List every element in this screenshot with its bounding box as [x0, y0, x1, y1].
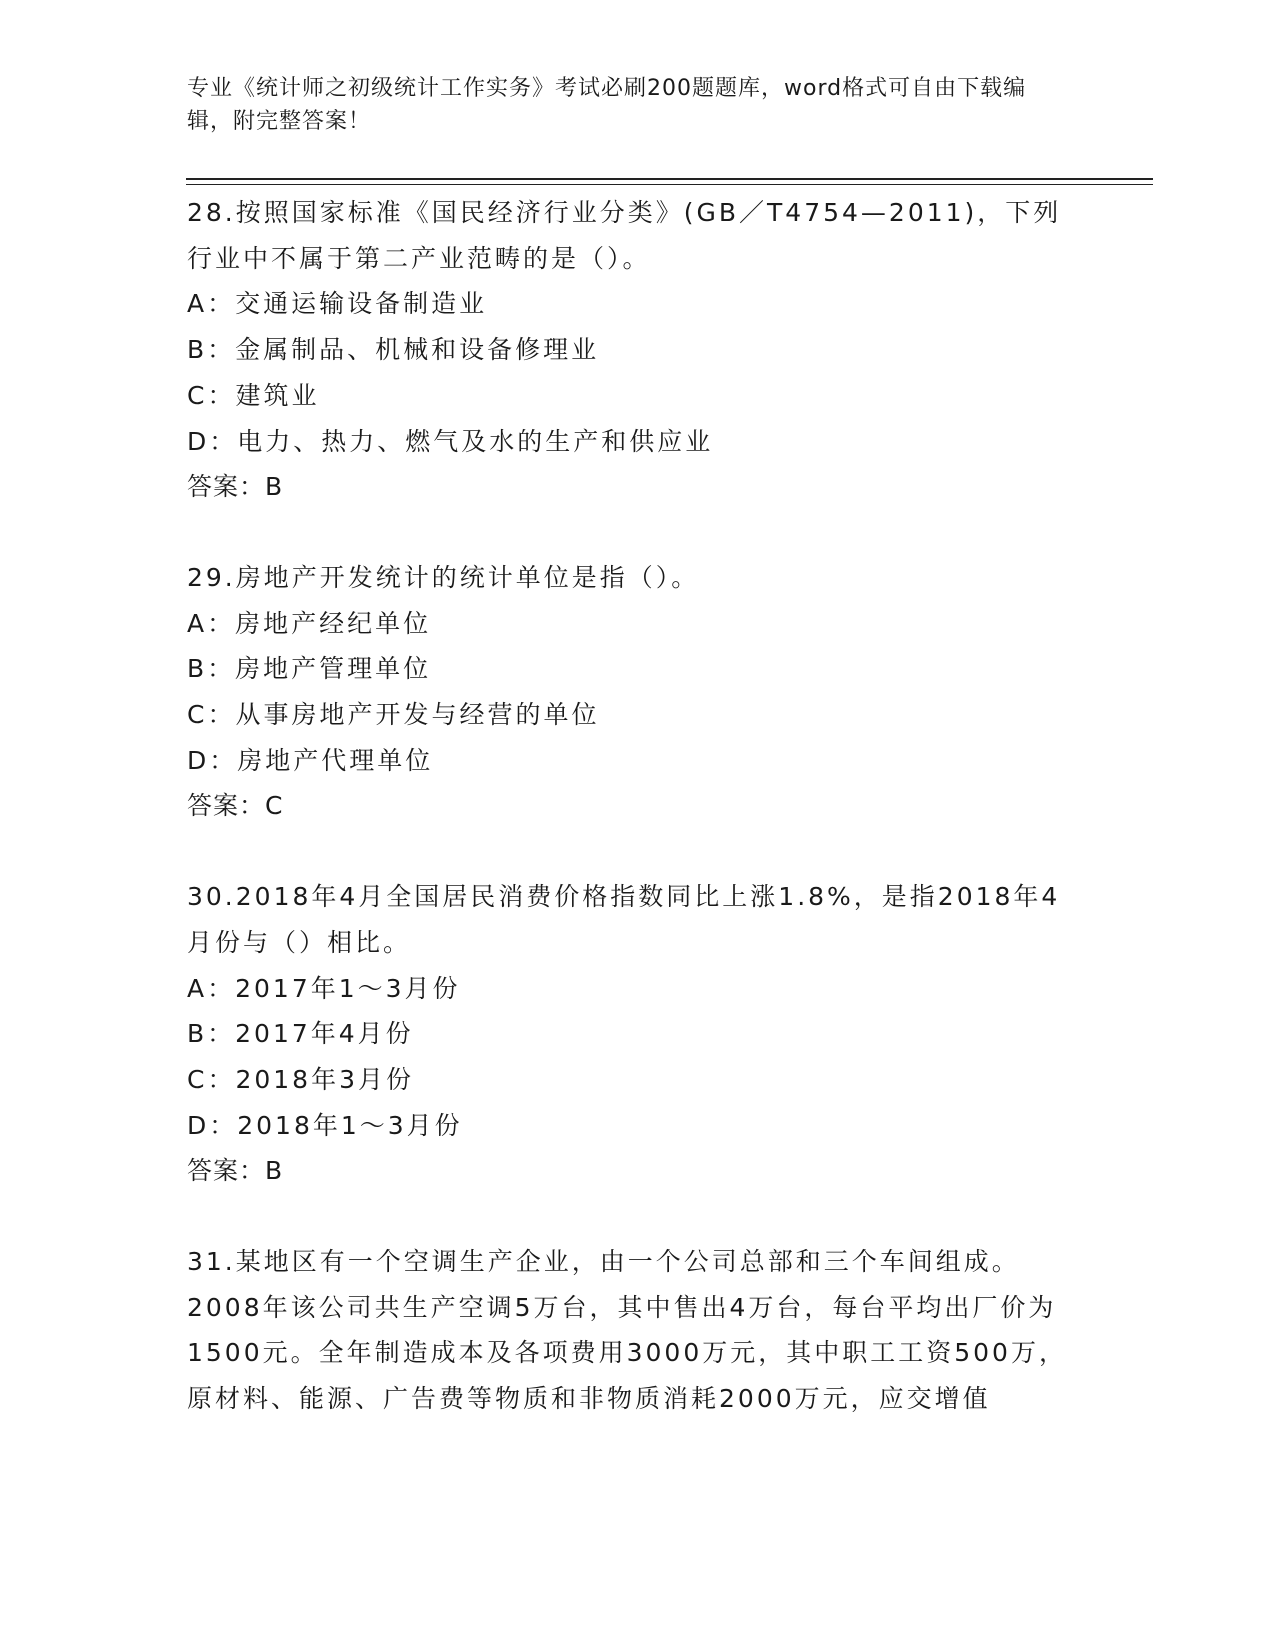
question-30 [187, 874, 1087, 1194]
option-b: B：2017年4月份 [187, 1019, 414, 1049]
header-divider [186, 178, 1153, 180]
option-b: B：金属制品、机械和设备修理业 [187, 335, 600, 365]
question-stem: 30.2018年4月全国居民消费价格指数同比上涨1.8%，是指2018年4月份与（）相比。 [187, 882, 1061, 957]
document-header: 专业《统计师之初级统计工作实务》考试必刷200题题库，word格式可自由下载编辑，附完整答案！ [187, 76, 1027, 134]
answer-label: 答案：C [187, 791, 284, 821]
option-b: B：房地产管理单位 [187, 654, 432, 684]
option-d: D：电力、热力、燃气及水的生产和供应业 [187, 426, 714, 456]
question-29 [187, 555, 1087, 829]
option-d: D：2018年1～3月份 [187, 1110, 463, 1140]
option-a: A：交通运输设备制造业 [187, 289, 488, 319]
option-d: D：房地产代理单位 [187, 745, 434, 775]
question-stem: 31.某地区有一个空调生产企业，由一个公司总部和三个车间组成。2008年该公司共生产空调5万台，其中售出4万台，每台平均出厂价为1500元。全年制造成本及各项费用3000万元，其中职工工资500万，原材料、能源、广告费等物质和非物质消耗2000万元，应交增值 [187, 1247, 1067, 1414]
option-a: A：2017年1～3月份 [187, 973, 461, 1003]
question-stem: 28.按照国家标准《国民经济行业分类》(GB／T4754—2011)，下列行业中不属于第二产业范畴的是（）。 [187, 198, 1062, 273]
header-divider-thin [186, 184, 1153, 185]
option-c: C：建筑业 [187, 380, 320, 410]
option-a: A：房地产经纪单位 [187, 608, 432, 638]
question-list [187, 190, 1087, 1467]
question-28 [187, 190, 1087, 510]
question-stem: 29.房地产开发统计的统计单位是指（）。 [187, 562, 700, 592]
answer-label: 答案：B [187, 472, 284, 502]
option-c: C：从事房地产开发与经营的单位 [187, 700, 600, 730]
question-31 [187, 1239, 1087, 1422]
answer-label: 答案：B [187, 1156, 284, 1186]
option-c: C：2018年3月份 [187, 1064, 414, 1094]
